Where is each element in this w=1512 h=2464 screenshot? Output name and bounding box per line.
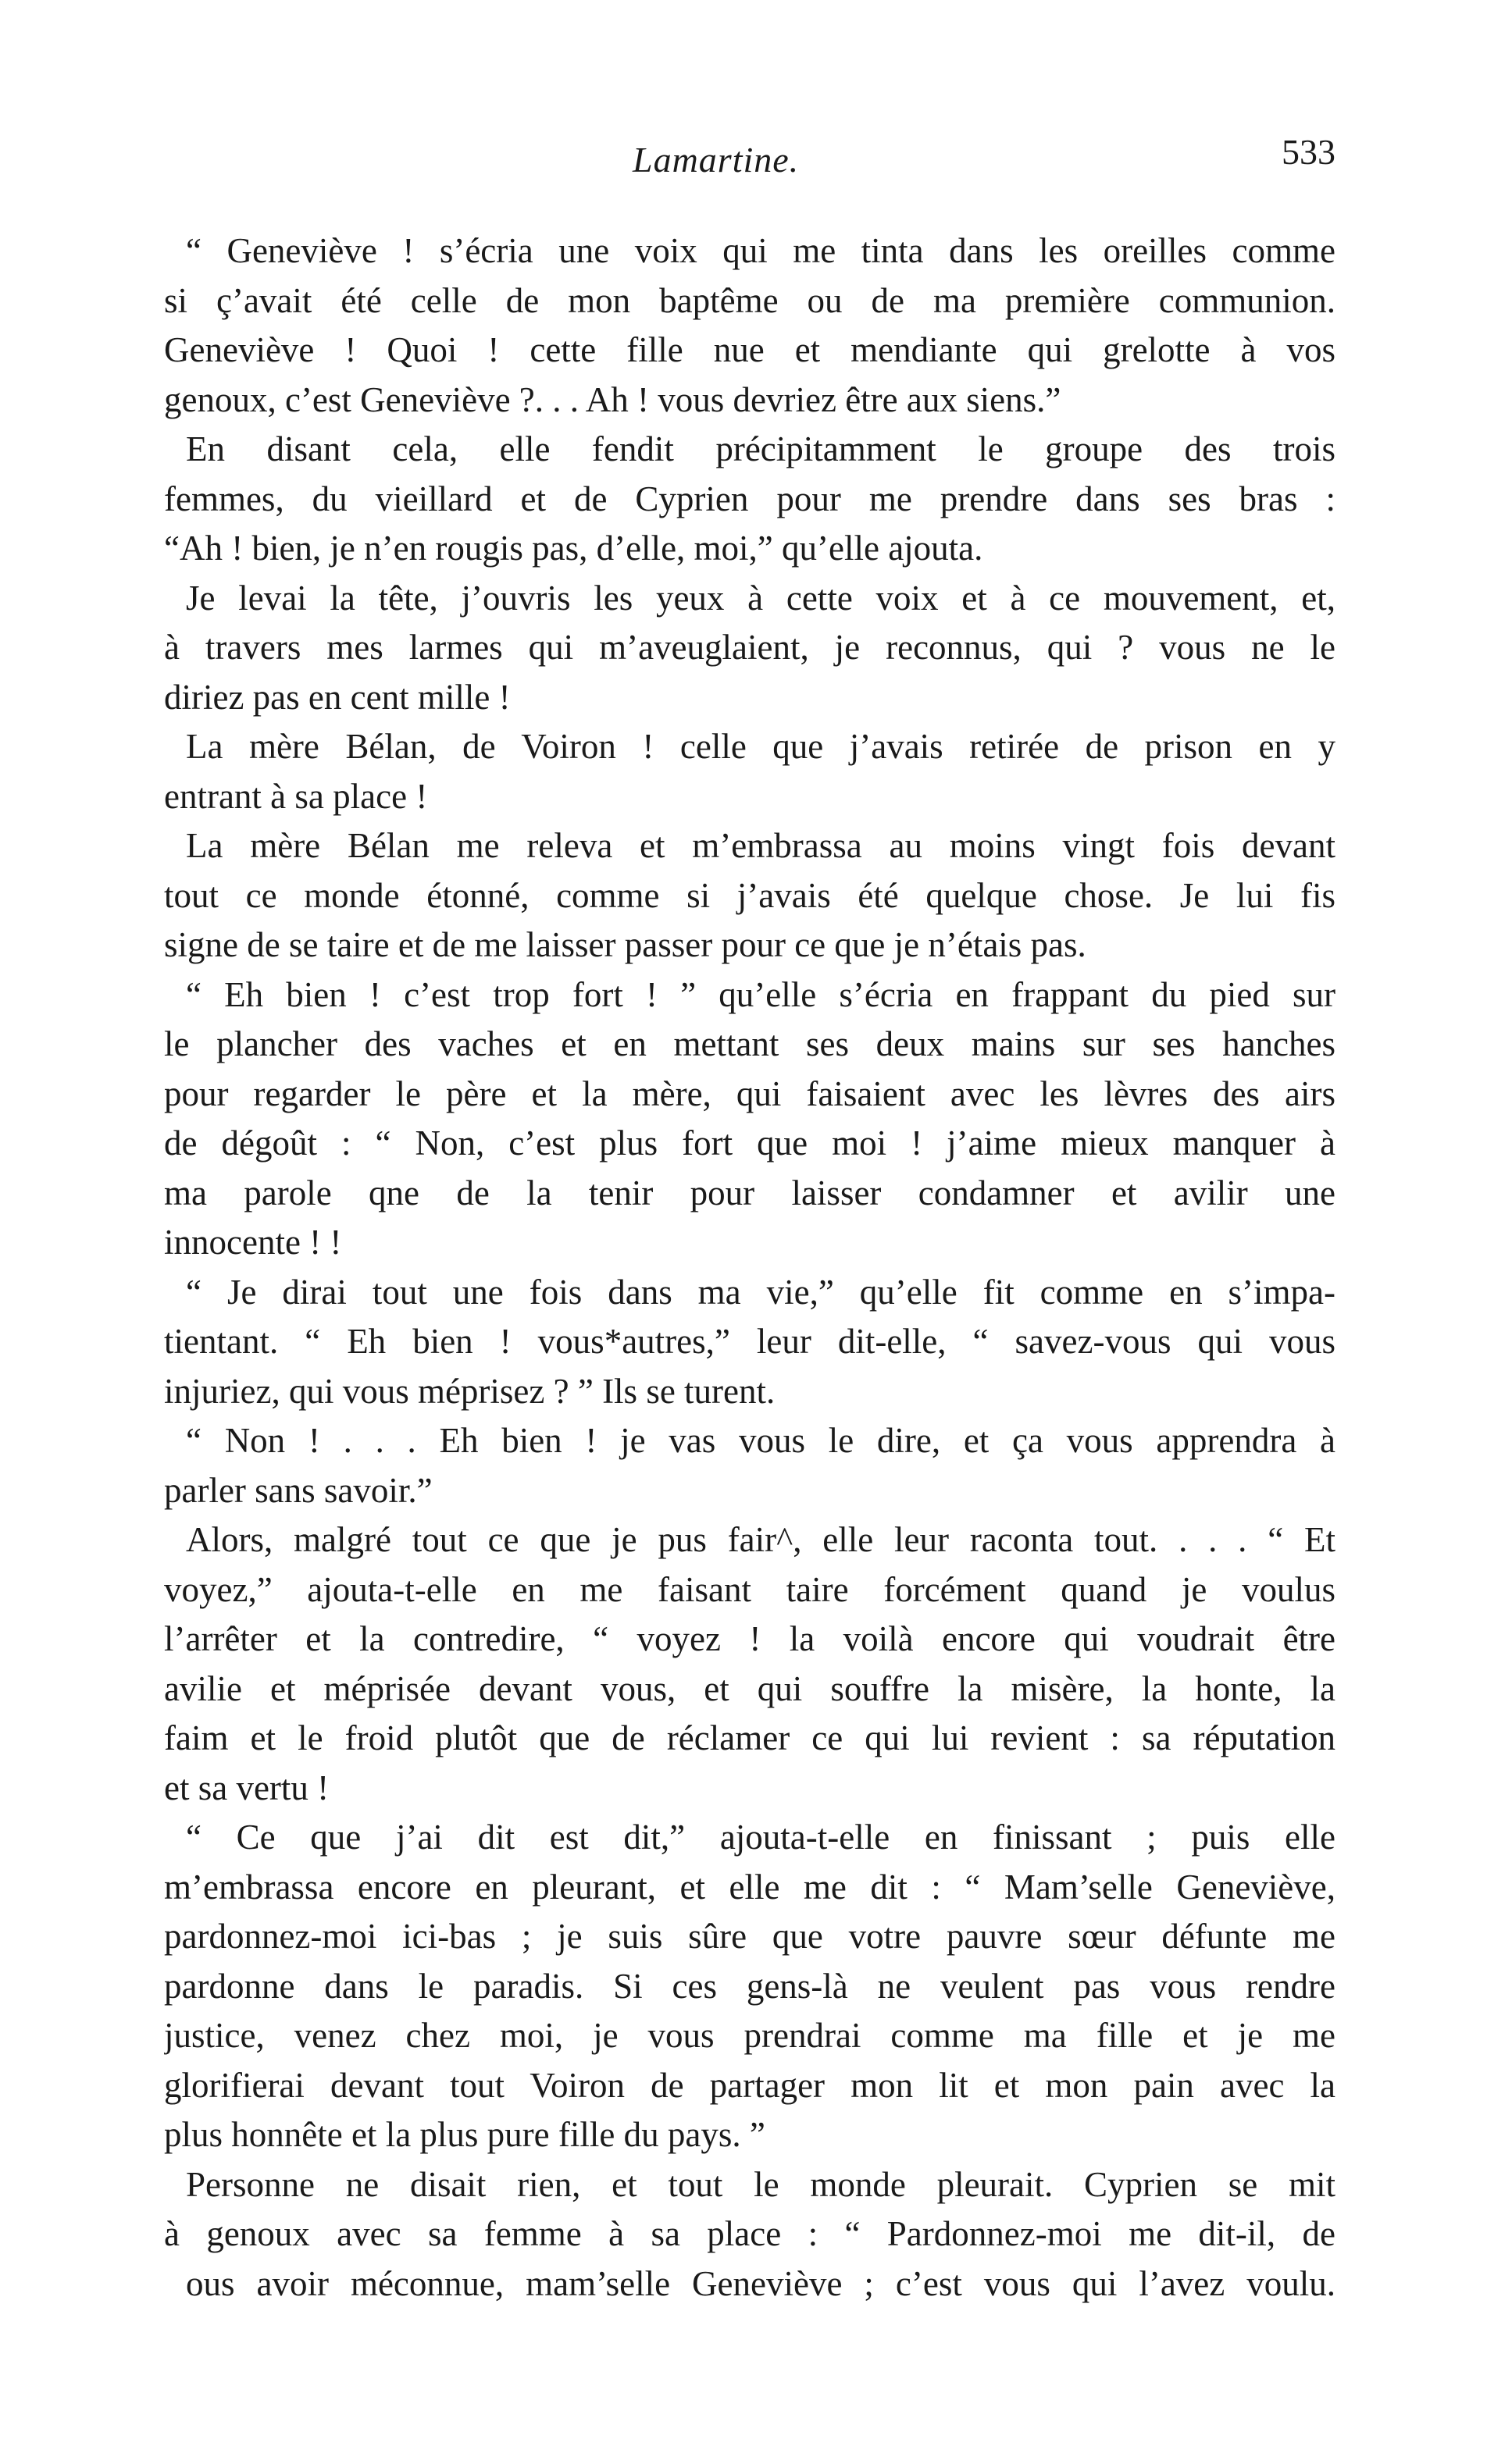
text-line: femmes, du vieillard et de Cyprien pour me prendre dans ses bras : xyxy=(164,479,1335,518)
text-line: “ Geneviève ! s’écria une voix qui me tinta dans les oreilles comme xyxy=(186,231,1335,270)
text-line: voyez,” ajouta-t-elle en me faisant taire forcément quand je voulus xyxy=(164,1569,1335,1609)
text-line: de dégoût : “ Non, c’est plus fort que moi ! j’aime mieux manquer à xyxy=(164,1123,1335,1163)
text-line: En disant cela, elle fendit précipitamment le groupe des trois xyxy=(186,429,1335,468)
text-line: signe de se taire et de me laisser passer pour ce que je n’étais pas. xyxy=(164,925,1086,964)
text-line: pardonnez-moi ici-bas ; je suis sûre que votre pauvre sœur défunte me xyxy=(164,1917,1335,1956)
text-line: Alors, malgré tout ce que je pus fair^, elle leur raconta tout. . . . “ Et xyxy=(186,1520,1335,1559)
text-line: Je levai la tête, j’ouvris les yeux à cette voix et à ce mouvement, et, xyxy=(186,578,1335,618)
text-line: Personne ne disait rien, et tout le monde pleurait. Cyprien se mit xyxy=(186,2164,1335,2204)
text-line: et sa vertu ! xyxy=(164,1768,330,1807)
text-line: pour regarder le père et la mère, qui faisaient avec les lèvres des airs xyxy=(164,1074,1335,1113)
text-line: La mère Bélan, de Voiron ! celle que j’avais retirée de prison en y xyxy=(186,727,1335,766)
text-line: “ Non ! . . . Eh bien ! je vas vous le dire, et ça vous apprendra à xyxy=(186,1421,1335,1460)
text-line: pardonne dans le paradis. Si ces gens-là ne veulent pas vous rendre xyxy=(164,1966,1335,2006)
text-line: entrant à sa place ! xyxy=(164,776,428,816)
text-line: ous avoir méconnue, mam’selle Geneviève ; c’est vous qui l’avez voulu. xyxy=(186,2263,1335,2303)
text-line: tientant. “ Eh bien ! vous*autres,” leur dit-elle, “ savez-vous qui vous xyxy=(164,1322,1335,1361)
text-line: justice, venez chez moi, je vous prendrai comme ma fille et je me xyxy=(164,2016,1335,2055)
text-line: La mère Bélan me releva et m’embrassa au moins vingt fois devant xyxy=(186,826,1335,865)
text-line: “Ah ! bien, je n’en rougis pas, d’elle, moi,” qu’elle ajouta. xyxy=(164,529,983,568)
text-line: diriez pas en cent mille ! xyxy=(164,677,511,717)
text-line: glorifierai devant tout Voiron de partager mon lit et mon pain avec la xyxy=(164,2065,1335,2105)
text-line: m’embrassa encore en pleurant, et elle me dit : “ Mam’selle Geneviève, xyxy=(164,1867,1335,1907)
text-line: innocente ! ! xyxy=(164,1223,342,1262)
text-line: injuriez, qui vous méprisez ? ” Ils se turent. xyxy=(164,1371,776,1411)
body-text xyxy=(164,226,1335,2309)
text-line: faim et le froid plutôt que de réclamer ce qui lui revient : sa réputation xyxy=(164,1718,1335,1757)
text-line: si ç’avait été celle de mon baptême ou de ma première communion. xyxy=(164,280,1335,320)
text-line: plus honnête et la plus pure fille du pays. ” xyxy=(164,2115,765,2154)
text-line: Geneviève ! Quoi ! cette fille nue et mendiante qui grelotte à vos xyxy=(164,330,1335,369)
text-line: l’arrêter et la contredire, “ voyez ! la voilà encore qui voudrait être xyxy=(164,1619,1335,1658)
text-line: tout ce monde étonné, comme si j’avais été quelque chose. Je lui fis xyxy=(164,875,1335,915)
text-line: ma parole qne de la tenir pour laisser condamner et avilir une xyxy=(164,1173,1335,1212)
text-line: parler sans savoir.” xyxy=(164,1470,433,1510)
text-line: “ Je dirai tout une fois dans ma vie,” qu’elle fit comme en s’impa- xyxy=(186,1272,1335,1312)
text-line: à travers mes larmes qui m’aveuglaient, je reconnus, qui ? vous ne le xyxy=(164,628,1335,667)
text-line: le plancher des vaches et en mettant ses deux mains sur ses hanches xyxy=(164,1024,1335,1063)
text-line: genoux, c’est Geneviève ?. . . Ah ! vous devriez être aux siens.” xyxy=(164,379,1061,419)
running-title: Lamartine. xyxy=(633,140,800,180)
text-line: “ Eh bien ! c’est trop fort ! ” qu’elle s’écria en frappant du pied sur xyxy=(186,974,1335,1014)
text-line: “ Ce que j’ai dit est dit,” ajouta-t-elle en finissant ; puis elle xyxy=(186,1818,1335,1857)
text-line: avilie et méprisée devant vous, et qui souffre la misère, la honte, la xyxy=(164,1668,1335,1708)
text-line: à genoux avec sa femme à sa place : “ Pardonnez-moi me dit-il, de xyxy=(164,2214,1335,2253)
page-header xyxy=(164,131,1335,186)
page-number: 533 xyxy=(1282,132,1335,172)
